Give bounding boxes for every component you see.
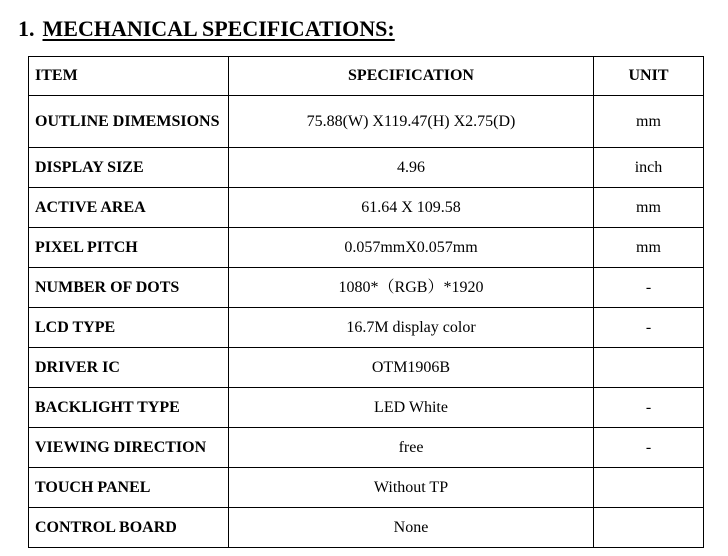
spec-cell: 1080*（RGB）*1920 — [229, 268, 594, 308]
unit-cell — [594, 508, 704, 548]
column-header-specification: SPECIFICATION — [229, 57, 594, 96]
table-row — [29, 348, 704, 388]
table-header-row — [29, 57, 704, 96]
item-cell: DRIVER IC — [29, 348, 229, 388]
item-cell: LCD TYPE — [29, 308, 229, 348]
table-row — [29, 96, 704, 148]
spec-cell: None — [229, 508, 594, 548]
unit-cell: inch — [594, 148, 704, 188]
unit-cell: - — [594, 388, 704, 428]
item-cell: PIXEL PITCH — [29, 228, 229, 268]
mechanical-spec-table — [28, 56, 704, 548]
table-row — [29, 308, 704, 348]
spec-cell: Without TP — [229, 468, 594, 508]
unit-cell — [594, 348, 704, 388]
column-header-item: ITEM — [29, 57, 229, 96]
unit-cell: mm — [594, 188, 704, 228]
column-header-unit: UNIT — [594, 57, 704, 96]
item-cell: BACKLIGHT TYPE — [29, 388, 229, 428]
unit-cell: mm — [594, 228, 704, 268]
item-cell: DISPLAY SIZE — [29, 148, 229, 188]
table-row — [29, 268, 704, 308]
unit-cell: - — [594, 428, 704, 468]
table-row — [29, 148, 704, 188]
item-cell: ACTIVE AREA — [29, 188, 229, 228]
item-cell: NUMBER OF DOTS — [29, 268, 229, 308]
spec-cell: LED White — [229, 388, 594, 428]
section-number: 1. — [18, 16, 35, 41]
unit-cell: - — [594, 268, 704, 308]
spec-cell: 0.057mmX0.057mm — [229, 228, 594, 268]
section-title: MECHANICAL SPECIFICATIONS: — [42, 16, 395, 41]
table-row — [29, 188, 704, 228]
unit-cell: mm — [594, 96, 704, 148]
table-row — [29, 428, 704, 468]
item-cell: OUTLINE DIMEMSIONS — [29, 96, 229, 148]
spec-cell: OTM1906B — [229, 348, 594, 388]
item-cell: VIEWING DIRECTION — [29, 428, 229, 468]
unit-cell — [594, 468, 704, 508]
spec-cell: 75.88(W) X119.47(H) X2.75(D) — [229, 96, 594, 148]
spec-cell: 4.96 — [229, 148, 594, 188]
table-row — [29, 228, 704, 268]
spec-cell: 16.7M display color — [229, 308, 594, 348]
table-row — [29, 388, 704, 428]
unit-cell: - — [594, 308, 704, 348]
table-row — [29, 508, 704, 548]
spec-cell: free — [229, 428, 594, 468]
table-row — [29, 468, 704, 508]
item-cell: CONTROL BOARD — [29, 508, 229, 548]
section-heading — [18, 16, 395, 42]
spec-cell: 61.64 X 109.58 — [229, 188, 594, 228]
item-cell: TOUCH PANEL — [29, 468, 229, 508]
